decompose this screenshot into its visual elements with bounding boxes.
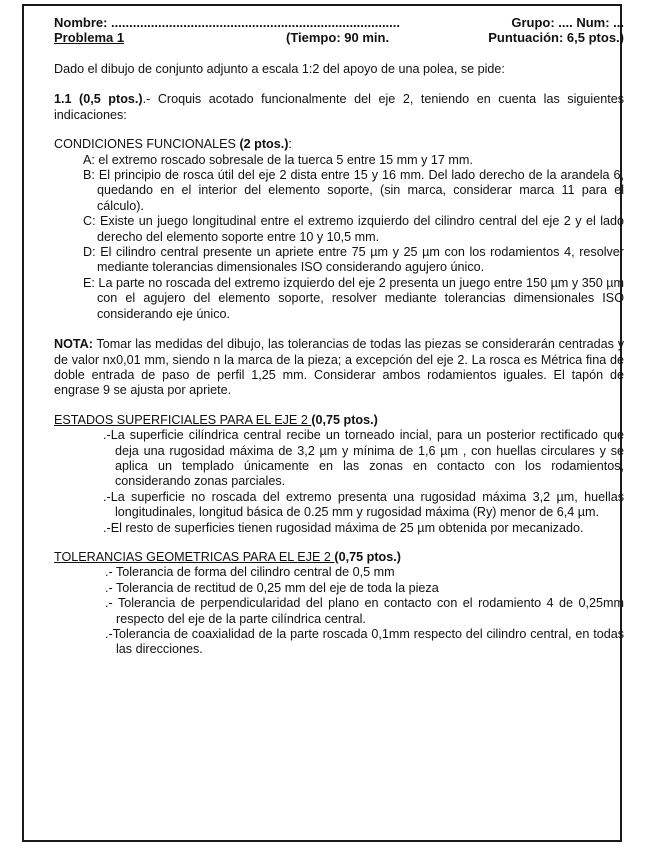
question-label: 1.1 (0,5 ptos.) <box>54 92 143 107</box>
conditions-colon: : <box>288 137 292 152</box>
nota-label: NOTA: <box>54 337 93 352</box>
estados-heading <box>54 413 624 428</box>
condition-item: E: La parte no roscada del extremo izquierdo del eje 2 presenta un juego entre 150 µm y 350 µm con el agujero del elemento soporte, resolver mediante tolerancias dimensionales ISO considerando eje único. <box>83 275 624 321</box>
intro-text: Dado el dibujo de conjunto adjunto a escala 1:2 del apoyo de una polea, se pide: <box>54 62 505 76</box>
nota-paragraph <box>54 337 624 399</box>
tolerancias-points: (0,75 ptos.) <box>334 549 401 564</box>
estado-item: .-El resto de superficies tienen rugosidad máxima de 25 µm obtenida por mecanizado. <box>103 520 584 535</box>
question-text: .- Croquis acotado funcionalmente del eje 2, teniendo en cuenta las siguientes indicaciones: <box>54 92 625 122</box>
problem-title: Problema 1 <box>54 30 125 45</box>
estado-item: .-La superficie cilíndrica central recibe un torneado incial, para un posterior rectificado que deja una rugosidad máxima de 3,2 µm y mínima de 1,6 µm , con huellas circulares y se aplica un templado únicamente en las zonas en contacto con los rodamientos, considerando zonas parciales. <box>103 428 624 489</box>
conditions-heading <box>54 137 624 152</box>
header-row-2 <box>54 30 624 46</box>
tolerancias-list <box>54 565 624 657</box>
condition-item: B: El principio de rosca útil del eje 2 dista entre 15 y 16 mm. Del lado derecho de la arandela 6, quedando en el interior del elemento soporte, (sin marca, considerar marca 11 para el cálculo). <box>83 168 624 213</box>
document-content <box>54 15 624 658</box>
tolerancia-item: .- Tolerancia de rectitud de 0,25 mm del eje de toda la pieza <box>105 580 439 595</box>
estados-list <box>54 428 624 536</box>
tolerancia-item: .-Tolerancia de coaxialidad de la parte roscada 0,1mm respecto del cilindro central, en todas las direcciones. <box>105 627 624 657</box>
estados-title: ESTADOS SUPERFICIALES PARA EL EJE 2 <box>54 412 312 427</box>
exam-sheet <box>22 4 625 842</box>
tolerancia-item: .- Tolerancia de forma del cilindro central de 0,5 mm <box>105 565 395 580</box>
header-row-1 <box>54 15 624 30</box>
tolerancias-title: TOLERANCIAS GEOMETRICAS PARA EL EJE 2 <box>54 549 335 564</box>
time-label: (Tiempo: 90 min. <box>286 30 390 45</box>
condition-item: A: el extremo roscado sobresale de la tuerca 5 entre 15 mm y 17 mm. <box>83 152 473 167</box>
nombre-field: Nombre: ................................................................................ <box>54 15 401 30</box>
grupo-field: Grupo: .... Num: ... <box>511 15 624 30</box>
condition-item: D: El cilindro central presente un apriete entre 75 µm y 25 µm con los rodamientos 4, resolver mediante tolerancias dimensionales ISO considerando agujero único. <box>83 245 624 275</box>
score-label: Puntuación: 6,5 ptos.) <box>488 30 624 45</box>
tolerancia-item: .- Tolerancia de perpendicularidad del plano en contacto con el rodamiento 4 de 0,25mm respecto del eje de la parte cilíndrica central. <box>105 596 624 626</box>
estados-points: (0,75 ptos.) <box>311 412 378 427</box>
conditions-list <box>54 153 624 322</box>
question-1-1 <box>54 92 624 123</box>
conditions-title: CONDICIONES FUNCIONALES <box>54 137 240 152</box>
conditions-points: (2 ptos.) <box>239 137 289 152</box>
nota-text: Tomar las medidas del dibujo, las tolerancias de todas las piezas se considerarán centradas y de valor nx0,01 mm, siendo n la marca de la pieza; a excepción del eje 2. La rosca es Métrica fina de doble entrada de paso de perfil 1,25 mm. Considerar ambos rodamientos iguales. El tapón de engrase 9 se ajusta por apriete. <box>54 337 624 398</box>
condition-item: C: Existe un juego longitudinal entre el extremo izquierdo del cilindro central del eje 2 y el lado derecho del elemento soporte entre 10 y 10,5 mm. <box>83 214 624 244</box>
tolerancias-heading <box>54 550 624 565</box>
estado-item: .-La superficie no roscada del extremo presenta una rugosidad máxima 3,2 µm, huellas longitudinales, longitud básica de 0.25 mm y rugosidad máxima (Ry) menor de 6,4 µm. <box>103 489 624 520</box>
